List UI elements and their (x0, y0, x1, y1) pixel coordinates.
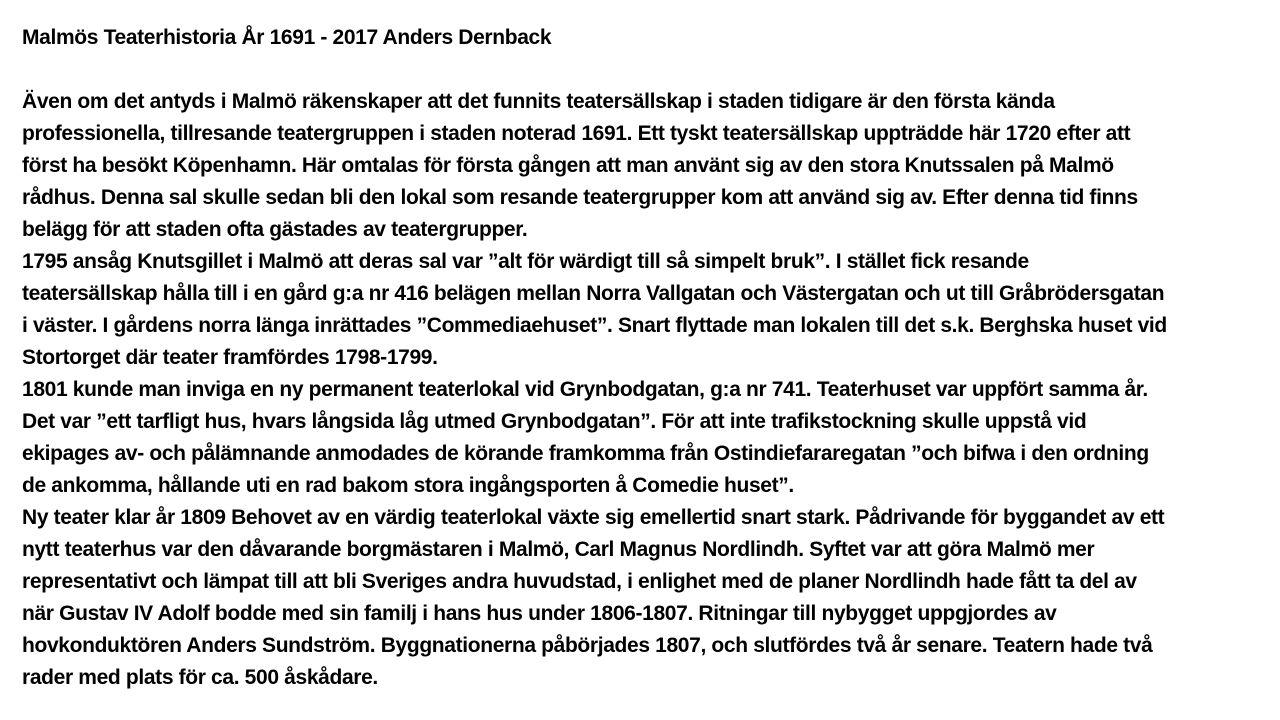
document-page (22, 22, 1268, 694)
text-line: teatersällskap hålla till i en gård g:a nr 416 belägen mellan Norra Vallgatan och Västergatan och ut till Gråbrödersgatan (22, 282, 1165, 305)
text-line: de ankomma, hållande uti en rad bakom stora ingångsporten å Comedie huset”. (22, 474, 794, 497)
text-line: Ny teater klar år 1809 Behovet av en värdig teaterlokal växte sig emellertid snart stark. Pådrivande för byggandet av ett (22, 506, 1165, 529)
paragraph-1 (22, 86, 1268, 246)
text-line: i väster. I gårdens norra länga inrättades ”Commediaehuset”. Snart flyttade man lokalen till det s.k. Berghska huset vid (22, 314, 1167, 337)
text-line: Det var ”ett tarfligt hus, hvars långsida låg utmed Grynbodgatan”. För att inte trafikstockning skulle uppstå vid (22, 410, 1087, 433)
text-line: 1801 kunde man inviga en ny permanent teaterlokal vid Grynbodgatan, g:a nr 741. Teaterhuset var uppfört samma år. (22, 378, 1148, 401)
text-line: Stortorget där teater framfördes 1798-1799. (22, 346, 438, 369)
paragraph-3 (22, 374, 1268, 502)
text-line: nytt teaterhus var den dåvarande borgmästaren i Malmö, Carl Magnus Nordlindh. Syftet var att göra Malmö mer (22, 538, 1095, 561)
title-spacer (22, 54, 1268, 86)
text-line: 1795 ansåg Knutsgillet i Malmö att deras sal var ”alt för wärdigt till så simpelt bruk”. I stället fick resande (22, 250, 1029, 273)
text-line: först ha besökt Köpenhamn. Här omtalas för första gången att man använt sig av den stora Knutssalen på Malmö (22, 154, 1114, 177)
text-line: belägg för att staden ofta gästades av teatergrupper. (22, 218, 528, 241)
text-line: representativt och lämpat till att bli Sveriges andra huvudstad, i enlighet med de planer Nordlindh hade fått ta del av (22, 570, 1137, 593)
text-line: rådhus. Denna sal skulle sedan bli den lokal som resande teatergrupper kom att använd sig av. Efter denna tid finns (22, 186, 1138, 209)
paragraph-2 (22, 246, 1268, 374)
text-line: Även om det antyds i Malmö räkenskaper att det funnits teatersällskap i staden tidigare är den första kända (22, 90, 1055, 113)
paragraph-4 (22, 502, 1268, 694)
text-line: professionella, tillresande teatergruppen i staden noterad 1691. Ett tyskt teatersällskap uppträdde här 1720 efter att (22, 122, 1131, 145)
document-title: Malmös Teaterhistoria År 1691 - 2017 Anders Dernback (22, 26, 552, 49)
text-line: hovkonduktören Anders Sundström. Byggnationerna påbörjades 1807, och slutfördes två år senare. Teatern hade två (22, 634, 1153, 657)
text-line: när Gustav IV Adolf bodde med sin familj i hans hus under 1806-1807. Ritningar till nybygget uppgjordes av (22, 602, 1057, 625)
text-line: ekipages av- och pålämnande anmodades de körande framkomma från Ostindiefararegatan ”och bifwa i den ordning (22, 442, 1149, 465)
text-line: rader med plats för ca. 500 åskådare. (22, 666, 378, 689)
